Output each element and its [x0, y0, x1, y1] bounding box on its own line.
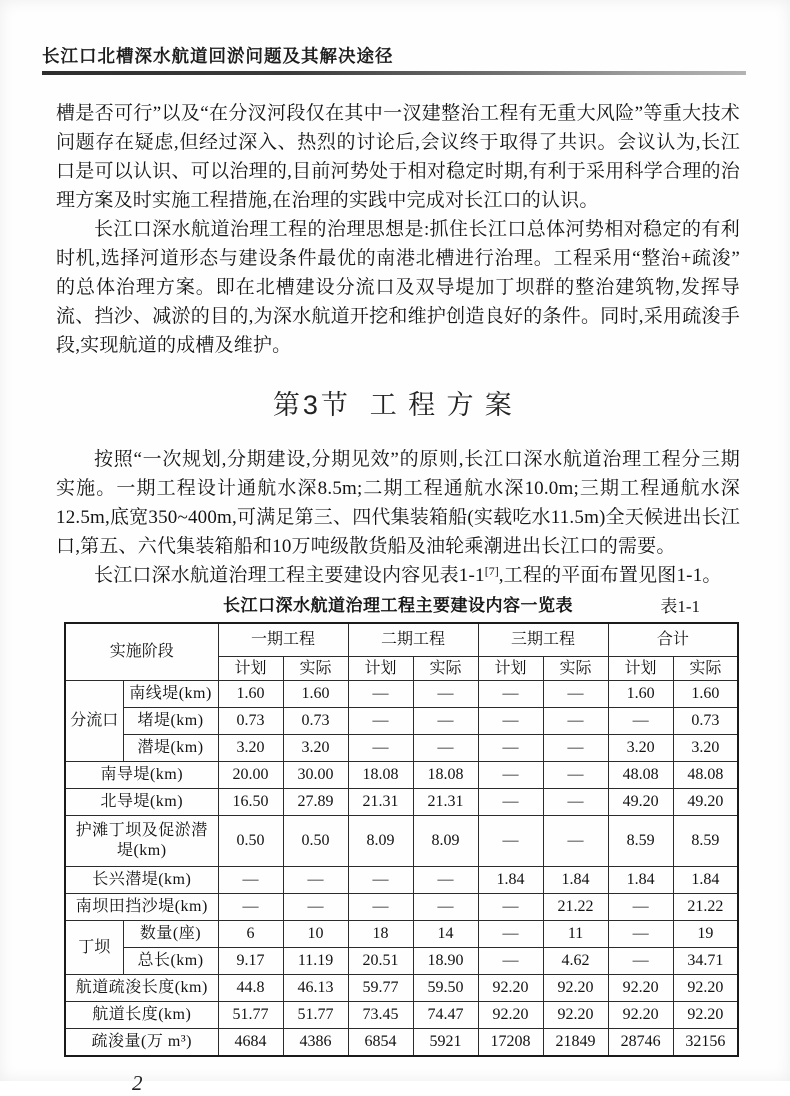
row-label: 总长(km)	[123, 948, 218, 975]
table-cell: —	[543, 816, 608, 867]
table-cell: 21.31	[348, 789, 413, 816]
header-cell: 实际	[283, 657, 348, 681]
table-cell: —	[478, 681, 543, 708]
table-cell: —	[218, 894, 283, 921]
table-row	[65, 735, 738, 762]
table-cell: 0.50	[283, 816, 348, 867]
table-cell: 18.08	[413, 762, 478, 789]
table-cell: —	[478, 735, 543, 762]
table-header-row	[65, 623, 738, 657]
table-cell: —	[608, 708, 673, 735]
table-cell: 1.60	[608, 681, 673, 708]
paragraph-3: 按照“一次规划,分期建设,分期见效”的原则,长江口深水航道治理工程分三期实施。一期工程设计通航水深8.5m;二期工程通航水深10.0m;三期工程通航水深12.5m,底宽350~400m,可满足第三、四代集装箱船(实载吃水11.5m)全天候进出长江口,第五、六代集装箱船和10万吨级散货船及油轮乘潮进出长江口的需要。	[56, 449, 740, 557]
table-cell: 6854	[348, 1029, 413, 1057]
table-row	[65, 921, 738, 948]
table-cell: 11	[543, 921, 608, 948]
table-cell: —	[413, 894, 478, 921]
table-cell: —	[413, 867, 478, 894]
table-cell: —	[348, 894, 413, 921]
table-row	[65, 975, 738, 1002]
header-cell: 计划	[218, 657, 283, 681]
paragraph-1: 槽是否可行”以及“在分汊河段仅在其中一汊建整治工程有无重大风险”等重大技术问题存在疑虑,但经过深入、热烈的讨论后,会议终于取得了共识。会议认为,长江口是可以认识、可以治理的,目前河势处于相对稳定时期,有利于采用科学合理的治理方案及时实施工程措施,在治理的实践中完成对长江口的认识。	[56, 103, 740, 211]
table-cell: —	[283, 867, 348, 894]
table-cell: 6	[218, 921, 283, 948]
header-cell: 计划	[608, 657, 673, 681]
row-label: 长兴潜堤(km)	[65, 867, 218, 894]
table-cell: 92.20	[478, 1002, 543, 1029]
table-cell: 1.60	[673, 681, 738, 708]
table-cell: 49.20	[673, 789, 738, 816]
table-cell: 21849	[543, 1029, 608, 1057]
row-label: 护滩丁坝及促淤潜堤(km)	[65, 816, 218, 867]
table-cell: 27.89	[283, 789, 348, 816]
paragraph-4-text: ,工程的平面布置见图1-1。	[498, 565, 722, 586]
table-row	[65, 894, 738, 921]
table-cell: 0.73	[673, 708, 738, 735]
table-cell: 1.84	[673, 867, 738, 894]
table-cell: —	[348, 708, 413, 735]
row-label: 潜堤(km)	[123, 735, 218, 762]
row-group: 分流口	[65, 681, 123, 762]
table-cell: 9.17	[218, 948, 283, 975]
table-cell: 59.50	[413, 975, 478, 1002]
table-cell: —	[608, 894, 673, 921]
table-cell: 20.51	[348, 948, 413, 975]
table-cell: 8.09	[413, 816, 478, 867]
table-cell: 4684	[218, 1029, 283, 1057]
table-cell: 16.50	[218, 789, 283, 816]
table-cell: 1.84	[608, 867, 673, 894]
table-caption-row	[56, 594, 740, 618]
table-cell: 17208	[478, 1029, 543, 1057]
table-cell: 3.20	[218, 735, 283, 762]
row-label: 航道长度(km)	[65, 1002, 218, 1029]
row-label: 堵堤(km)	[123, 708, 218, 735]
table-cell: 1.84	[543, 867, 608, 894]
table-cell: 32156	[673, 1029, 738, 1057]
table-cell: 48.08	[608, 762, 673, 789]
table-row	[65, 867, 738, 894]
table-cell: 92.20	[608, 975, 673, 1002]
table-cell: 8.59	[608, 816, 673, 867]
row-label: 南坝田挡沙堤(km)	[65, 894, 218, 921]
reference-marker: [7]	[484, 564, 499, 578]
table-row	[65, 1029, 738, 1057]
table-cell: 21.31	[413, 789, 478, 816]
table-cell: 8.09	[348, 816, 413, 867]
table-cell: 18.90	[413, 948, 478, 975]
table-cell: 30.00	[283, 762, 348, 789]
row-label: 航道疏浚长度(km)	[65, 975, 218, 1002]
table-cell: 11.19	[283, 948, 348, 975]
table-cell: 1.60	[218, 681, 283, 708]
table-cell: 92.20	[608, 1002, 673, 1029]
table-cell: —	[478, 762, 543, 789]
table-cell: —	[283, 894, 348, 921]
header-cell: 三期工程	[478, 623, 608, 657]
row-label: 南导堤(km)	[65, 762, 218, 789]
table-cell: 4.62	[543, 948, 608, 975]
running-head	[0, 0, 790, 75]
header-cell: 计划	[478, 657, 543, 681]
table-cell: 92.20	[673, 1002, 738, 1029]
page-number: 2	[132, 1071, 143, 1095]
table-row	[65, 948, 738, 975]
row-label: 疏浚量(万 m³)	[65, 1029, 218, 1057]
header-cell: 实施阶段	[65, 623, 218, 681]
table-cell: 10	[283, 921, 348, 948]
table-cell: 59.77	[348, 975, 413, 1002]
table-cell: 18.08	[348, 762, 413, 789]
row-label: 数量(座)	[123, 921, 218, 948]
table-cell: —	[608, 948, 673, 975]
table-cell: 21.22	[673, 894, 738, 921]
table-cell: —	[478, 789, 543, 816]
table-cell: 21.22	[543, 894, 608, 921]
section-title: 工程方案	[369, 390, 524, 420]
table-cell: —	[348, 735, 413, 762]
table-number: 表1-1	[660, 597, 700, 616]
header-cell: 二期工程	[348, 623, 478, 657]
table-row	[65, 789, 738, 816]
table-cell: 92.20	[478, 975, 543, 1002]
table-cell: —	[543, 789, 608, 816]
construction-table	[64, 622, 739, 1057]
table-cell: —	[413, 708, 478, 735]
header-cell: 一期工程	[218, 623, 348, 657]
table-cell: —	[478, 921, 543, 948]
table-cell: 73.45	[348, 1002, 413, 1029]
table-cell: —	[348, 867, 413, 894]
table-cell: 51.77	[283, 1002, 348, 1029]
table-cell: —	[413, 735, 478, 762]
table-cell: —	[478, 816, 543, 867]
table-row	[65, 681, 738, 708]
table-cell: —	[543, 708, 608, 735]
table-cell: 48.08	[673, 762, 738, 789]
table-cell: 19	[673, 921, 738, 948]
table-cell: 0.50	[218, 816, 283, 867]
table-caption: 长江口深水航道治理工程主要建设内容一览表	[223, 596, 573, 615]
table-cell: 28746	[608, 1029, 673, 1057]
table-cell: 3.20	[283, 735, 348, 762]
table-row	[65, 816, 738, 867]
table-cell: —	[478, 708, 543, 735]
table-row	[65, 708, 738, 735]
table-row	[65, 762, 738, 789]
table-cell: 49.20	[608, 789, 673, 816]
table-cell: —	[608, 921, 673, 948]
table-cell: 51.77	[218, 1002, 283, 1029]
table-cell: —	[478, 948, 543, 975]
table-cell: 4386	[283, 1029, 348, 1057]
header-cell: 实际	[543, 657, 608, 681]
paragraph-4-text: 长江口深水航道治理工程主要建设内容见表1-1	[94, 565, 485, 586]
table-cell: 46.13	[283, 975, 348, 1002]
table-cell: 18	[348, 921, 413, 948]
table-cell: 14	[413, 921, 478, 948]
table-cell: —	[543, 762, 608, 789]
header-cell: 合计	[608, 623, 738, 657]
row-group: 丁坝	[65, 921, 123, 975]
table-cell: 44.8	[218, 975, 283, 1002]
table-cell: 92.20	[543, 1002, 608, 1029]
header-cell: 实际	[673, 657, 738, 681]
header-cell: 计划	[348, 657, 413, 681]
running-head-rule	[42, 71, 746, 75]
table-row	[65, 1002, 738, 1029]
section-heading	[56, 387, 740, 423]
paragraph-4	[56, 561, 740, 590]
running-head-title: 长江口北槽深水航道回淤问题及其解决途径	[42, 46, 394, 66]
table-cell: 1.84	[478, 867, 543, 894]
table-cell: 92.20	[673, 975, 738, 1002]
table-cell: 0.73	[218, 708, 283, 735]
header-cell: 实际	[413, 657, 478, 681]
table-cell: 34.71	[673, 948, 738, 975]
page-content	[56, 99, 740, 1096]
table-cell: 1.60	[283, 681, 348, 708]
row-label: 南线堤(km)	[123, 681, 218, 708]
table-cell: 8.59	[673, 816, 738, 867]
table-cell: 20.00	[218, 762, 283, 789]
paragraph-2: 长江口深水航道治理工程的治理思想是:抓住长江口总体河势相对稳定的有利时机,选择河道形态与建设条件最优的南港北槽进行治理。工程采用“整治+疏浚”的总体治理方案。即在北槽建设分流口及双导堤加丁坝群的整治建筑物,发挥导流、挡沙、减淤的目的,为深水航道开挖和维护创造良好的条件。同时,采用疏浚手段,实现航道的成槽及维护。	[56, 219, 740, 356]
table-cell: 3.20	[608, 735, 673, 762]
table-cell: —	[543, 681, 608, 708]
table-cell: —	[413, 681, 478, 708]
table-cell: 92.20	[543, 975, 608, 1002]
table-cell: 5921	[413, 1029, 478, 1057]
table-cell: —	[348, 681, 413, 708]
table-cell: 74.47	[413, 1002, 478, 1029]
table-cell: 0.73	[283, 708, 348, 735]
table-cell: —	[218, 867, 283, 894]
row-label: 北导堤(km)	[65, 789, 218, 816]
table-cell: —	[478, 894, 543, 921]
section-number: 第3节	[272, 390, 351, 420]
table-cell: —	[543, 735, 608, 762]
table-cell: 3.20	[673, 735, 738, 762]
